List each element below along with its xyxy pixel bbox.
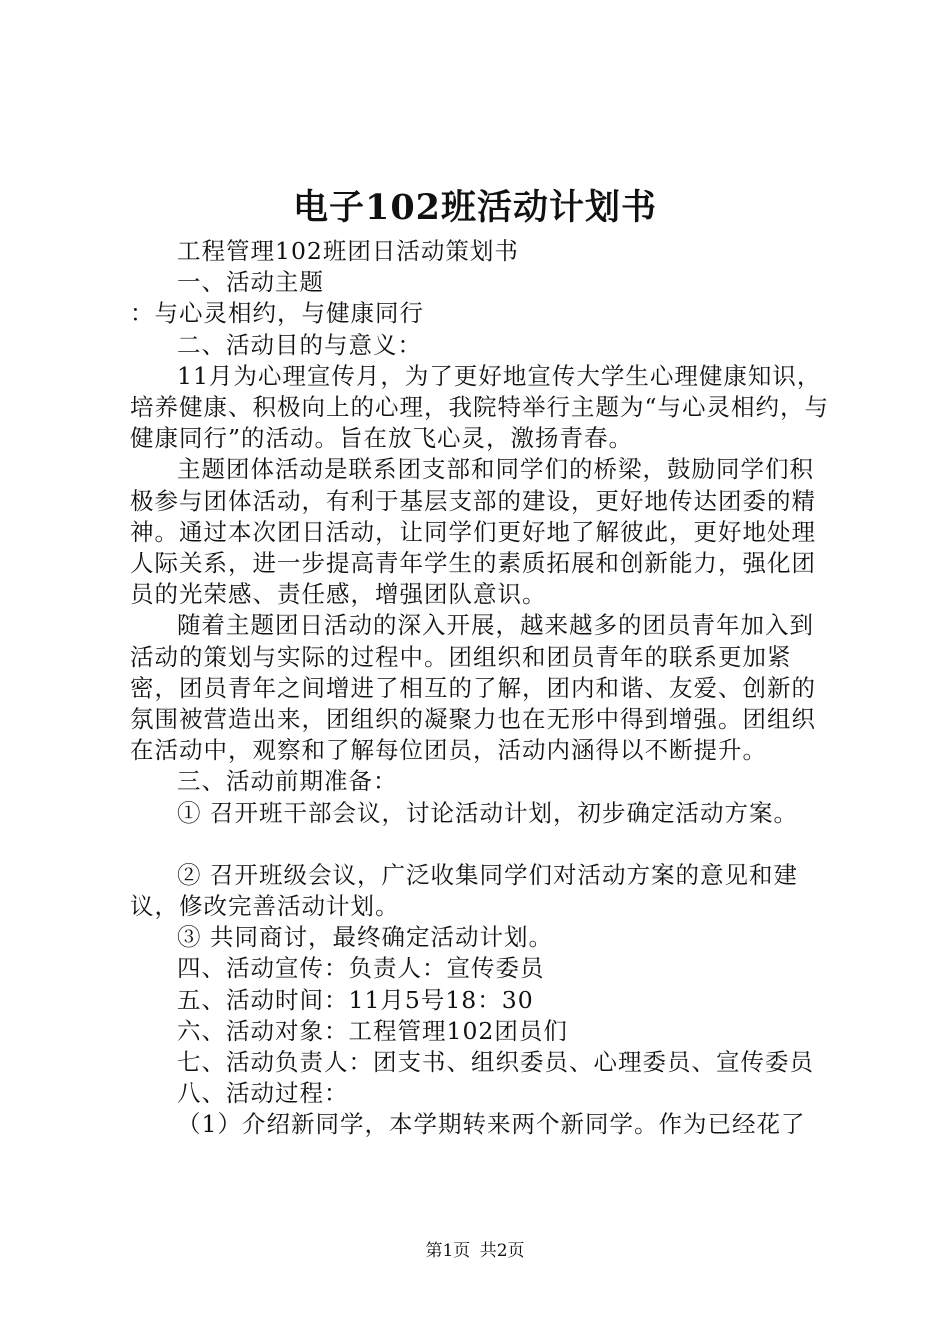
section-heading-preparation: 三、活动前期准备： — [177, 767, 398, 796]
section-heading-process: 八、活动过程： — [177, 1079, 349, 1108]
paragraph-spacer — [130, 829, 830, 860]
paragraph-heading-plan: 工程管理102班团日活动策划书 — [177, 237, 519, 265]
section-heading-purpose: 二、活动目的与意义： — [177, 330, 422, 359]
section-heading-audience: 六、活动对象：工程管理102团员们 — [177, 1016, 568, 1045]
section-heading-publicity: 四、活动宣传：负责人：宣传委员 — [177, 954, 545, 983]
paragraph-theme: ：与心灵相约，与健康同行 — [130, 299, 424, 328]
document-title: 电子102班活动计划书 — [292, 187, 658, 228]
document-body — [130, 236, 830, 1141]
section-heading-leaders: 七、活动负责人：团支书、组织委员、心理委员、宣传委员 — [177, 1048, 814, 1077]
paragraph-purpose-1: 11月为心理宣传月，为了更好地宣传大学生心理健康知识，培养健康、积极向上的心理，我院特举行主题为“与心灵相约，与健康同行”的活动。旨在放飞心灵，激扬青春。 — [130, 361, 830, 453]
paragraph-purpose-3: 随着主题团日活动的深入开展，越来越多的团员青年加入到活动的策划与实际的过程中。团组织和团员青年的联系更加紧密，团员青年之间增进了相互的了解，团内和谐、友爱、创新的氛围被营造出来，团组织的凝聚力也在无形中得到增强。团组织在活动中，观察和了解每位团员，活动内涵得以不断提升。 — [130, 611, 816, 765]
list-item-preparation-1: ① 召开班干部会议，讨论活动计划，初步确定活动方案。 — [177, 798, 798, 827]
page-number: 第1页 — [425, 1241, 471, 1261]
list-item-preparation-3: ③ 共同商讨，最终确定活动计划。 — [177, 923, 553, 952]
section-heading-theme: 一、活动主题 — [177, 268, 324, 297]
section-heading-time: 五、活动时间：11月5号18：30 — [177, 985, 534, 1014]
page-total: 共2页 — [479, 1241, 525, 1261]
list-item-preparation-2: ② 召开班级会议，广泛收集同学们对活动方案的意见和建议，修改完善活动计划。 — [130, 860, 798, 921]
paragraph-purpose-2: 主题团体活动是联系团支部和同学们的桥梁，鼓励同学们积极参与团体活动，有利于基层支部的建设，更好地传达团委的精神。通过本次团日活动，让同学们更好地了解彼此，更好地处理人际关系，进一步提高青年学生的素质拓展和创新能力，强化团员的光荣感、责任感，增强团队意识。 — [130, 455, 816, 609]
paragraph-process-1: （1）介绍新同学，本学期转来两个新同学。作为已经花了 — [177, 1110, 806, 1139]
page-footer — [0, 1238, 950, 1264]
